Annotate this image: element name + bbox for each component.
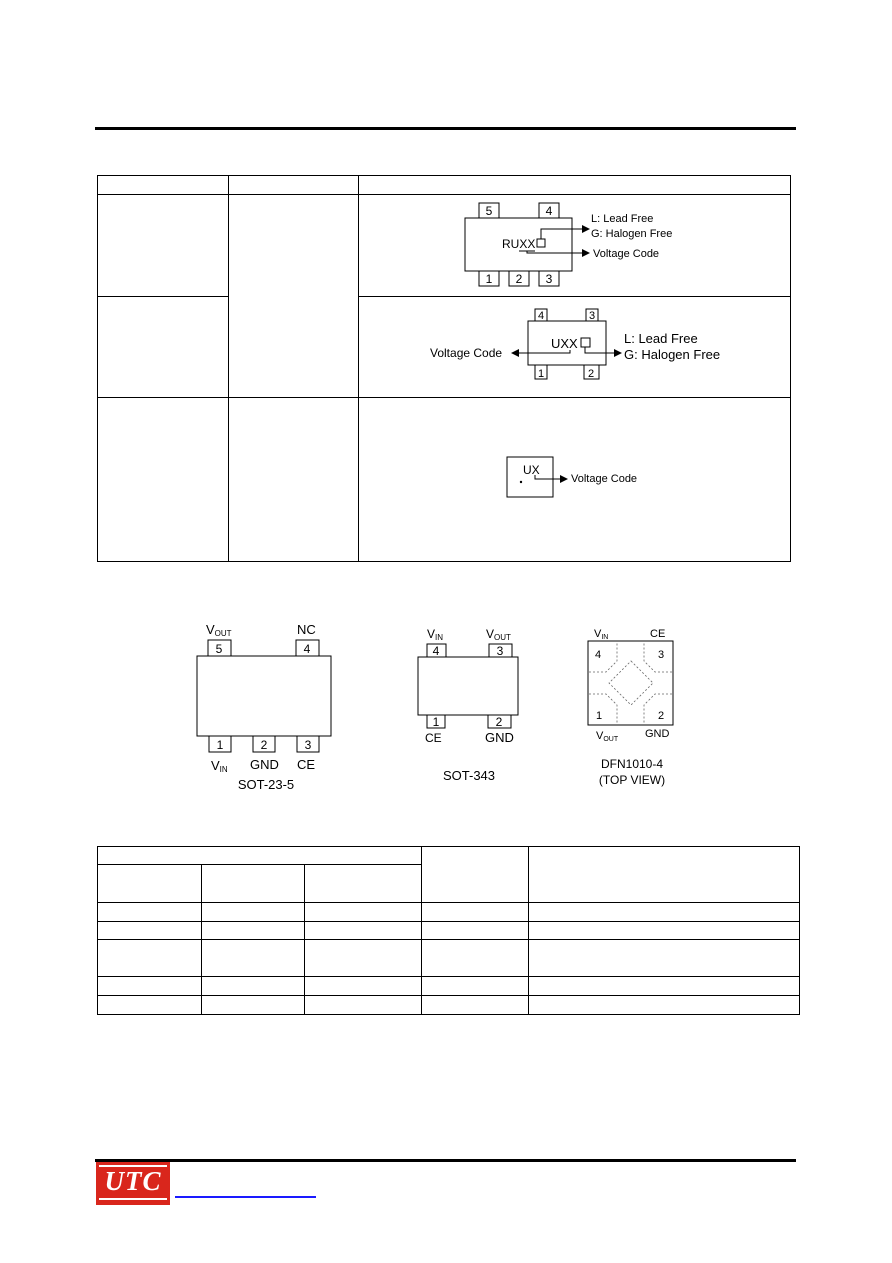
pin-table-cell xyxy=(98,922,202,940)
dfn1010-4-view-label: (TOP VIEW) xyxy=(598,773,666,787)
pin-table-header-cell xyxy=(98,847,422,865)
sot23-5-pin-2 xyxy=(253,736,275,752)
utc-logo xyxy=(96,1162,170,1205)
sot23-5-vout-label: VOUT xyxy=(206,622,232,638)
sot23-5-pin-4 xyxy=(296,640,319,656)
sot343-marking-pin-1 xyxy=(535,365,547,380)
pin-table-cell xyxy=(421,903,529,922)
svg-text:1: 1 xyxy=(432,715,440,729)
sot343-marking-pin-4 xyxy=(535,309,547,322)
sot343-marking-box xyxy=(581,338,590,347)
dfn1010-4-gnd-label: GND xyxy=(645,728,670,740)
sot23-5-lead-free-legend: L: Lead Free xyxy=(591,213,654,225)
dfn1010-4-pin-3: 3 xyxy=(657,649,665,661)
sot343-vin-label: VIN xyxy=(427,627,444,642)
marking-diagrams xyxy=(0,0,892,600)
pin-table-cell xyxy=(201,922,304,940)
sot23-5-nc-label: NC xyxy=(297,622,316,637)
pin-table-cell xyxy=(421,940,529,977)
sot343-marking-diagram xyxy=(430,309,720,380)
sot23-5-pin-5 xyxy=(208,640,231,656)
pin-table-cell xyxy=(529,903,800,922)
svg-text:2: 2 xyxy=(587,368,595,380)
pin-table-cell xyxy=(98,940,202,977)
svg-text:1: 1 xyxy=(485,272,493,286)
svg-text:2: 2 xyxy=(515,272,523,286)
sot23-5-marking-code: RUXX xyxy=(502,237,536,251)
sot343-marking-pin-2 xyxy=(584,365,599,380)
pin-table-cell xyxy=(201,996,304,1015)
pin-table-cell xyxy=(421,996,529,1015)
sot343-ce-label: CE xyxy=(425,731,442,745)
pin-table-cell xyxy=(529,996,800,1015)
sot23-5-halogen-free-legend: G: Halogen Free xyxy=(591,228,673,240)
sot23-5-marking-diagram xyxy=(465,203,672,286)
dfn1010-4-pin1-dot xyxy=(520,481,522,483)
sot23-5-pinout xyxy=(197,622,331,792)
dfn1010-4-pin-4: 4 xyxy=(594,649,602,661)
sot343-marking-pin-3 xyxy=(586,309,598,322)
svg-text:2: 2 xyxy=(260,738,268,752)
svg-text:3: 3 xyxy=(588,310,596,322)
sot343-pin-1 xyxy=(427,715,445,729)
pin-table-row xyxy=(98,977,800,996)
dfn1010-4-vout-label: VOUT xyxy=(596,730,619,743)
pin-table-header-row xyxy=(98,847,800,865)
sot23-5-marking-pin-4 xyxy=(539,203,559,218)
sot343-pinout xyxy=(418,627,518,783)
pin-table-header-cell xyxy=(529,847,800,903)
sot343-marking-code: UXX xyxy=(551,336,578,351)
svg-text:4: 4 xyxy=(545,204,553,218)
sot23-5-vin-label: VIN xyxy=(211,758,228,774)
dfn1010-4-voltage-code-legend: Voltage Code xyxy=(571,473,638,485)
pin-configuration-diagrams xyxy=(0,600,892,830)
svg-text:2: 2 xyxy=(495,715,503,729)
pin-table-cell xyxy=(201,940,304,977)
sot343-halogen-free-legend: G: Halogen Free xyxy=(624,347,721,362)
sot343-lead-free-legend: L: Lead Free xyxy=(624,331,698,346)
pin-table-header-cell xyxy=(98,865,202,903)
pin-table-cell xyxy=(304,940,421,977)
sot343-vout-label: VOUT xyxy=(486,627,511,642)
pin-table-cell xyxy=(304,977,421,996)
svg-text:3: 3 xyxy=(304,738,312,752)
pin-table-cell xyxy=(529,977,800,996)
pin-table-cell xyxy=(421,977,529,996)
svg-text:1: 1 xyxy=(537,368,545,380)
dfn1010-4-pinout xyxy=(588,628,673,787)
pin-table-row xyxy=(98,922,800,940)
sot23-5-marking-box xyxy=(537,239,545,247)
pin-table-cell xyxy=(201,903,304,922)
sot23-5-voltage-code-legend: Voltage Code xyxy=(593,248,660,260)
dfn1010-4-vin-label: VIN xyxy=(594,628,609,641)
dfn1010-4-marking-code: UX xyxy=(523,463,540,477)
pin-table-cell xyxy=(201,977,304,996)
svg-text:1: 1 xyxy=(216,738,224,752)
pin-table-cell xyxy=(529,940,800,977)
pin-table-cell xyxy=(304,922,421,940)
dfn1010-4-pin-2: 2 xyxy=(657,710,665,722)
svg-text:5: 5 xyxy=(215,642,223,656)
sot343-body xyxy=(418,657,518,715)
utc-logo-text: UTC xyxy=(104,1166,162,1196)
pin-table-header-cell xyxy=(304,865,421,903)
pin-table-header-cell xyxy=(421,847,529,903)
sot23-5-marking-pin-1 xyxy=(479,271,499,286)
pin-table-row xyxy=(98,996,800,1015)
sot23-5-marking-pin-5 xyxy=(479,203,499,218)
sot343-voltage-code-legend: Voltage Code xyxy=(430,346,503,360)
pin-table-cell xyxy=(421,922,529,940)
sot343-pin-3 xyxy=(489,644,512,658)
pin-table-row xyxy=(98,903,800,922)
sot23-5-gnd-label: GND xyxy=(250,757,279,772)
sot23-5-ce-label: CE xyxy=(297,757,316,772)
pin-table-header-cell xyxy=(201,865,304,903)
svg-text:4: 4 xyxy=(537,310,545,322)
dfn1010-4-pin-1: 1 xyxy=(595,710,603,722)
sot23-5-pin-3 xyxy=(297,736,319,752)
sot343-gnd-label: GND xyxy=(485,730,514,745)
pin-table-cell xyxy=(304,996,421,1015)
sot23-5-body xyxy=(197,656,331,736)
pin-table-cell xyxy=(98,996,202,1015)
svg-text:3: 3 xyxy=(496,644,504,658)
sot23-5-marking-pin-3 xyxy=(539,271,559,286)
footer-rule xyxy=(95,1159,796,1162)
pin-table-cell xyxy=(98,903,202,922)
dfn1010-4-caption: DFN1010-4 xyxy=(600,757,664,771)
website-link[interactable] xyxy=(175,1196,316,1198)
pin-table-cell xyxy=(98,977,202,996)
svg-text:3: 3 xyxy=(545,272,553,286)
pin-table-row xyxy=(98,940,800,977)
svg-text:5: 5 xyxy=(485,204,493,218)
pin-description-table xyxy=(97,846,800,1015)
sot23-5-pin-1 xyxy=(209,736,231,752)
pin-table-cell xyxy=(304,903,421,922)
sot23-5-caption: SOT-23-5 xyxy=(237,777,295,792)
pin-table-cell xyxy=(529,922,800,940)
dfn1010-4-marking-diagram xyxy=(507,457,637,497)
sot343-pin-2 xyxy=(488,715,511,729)
sot23-5-marking-pin-2 xyxy=(509,271,529,286)
svg-text:4: 4 xyxy=(432,644,440,658)
dfn1010-4-ce-label: CE xyxy=(650,628,666,640)
sot343-caption: SOT-343 xyxy=(442,768,496,783)
svg-text:4: 4 xyxy=(303,642,311,656)
sot343-pin-4 xyxy=(427,644,446,658)
